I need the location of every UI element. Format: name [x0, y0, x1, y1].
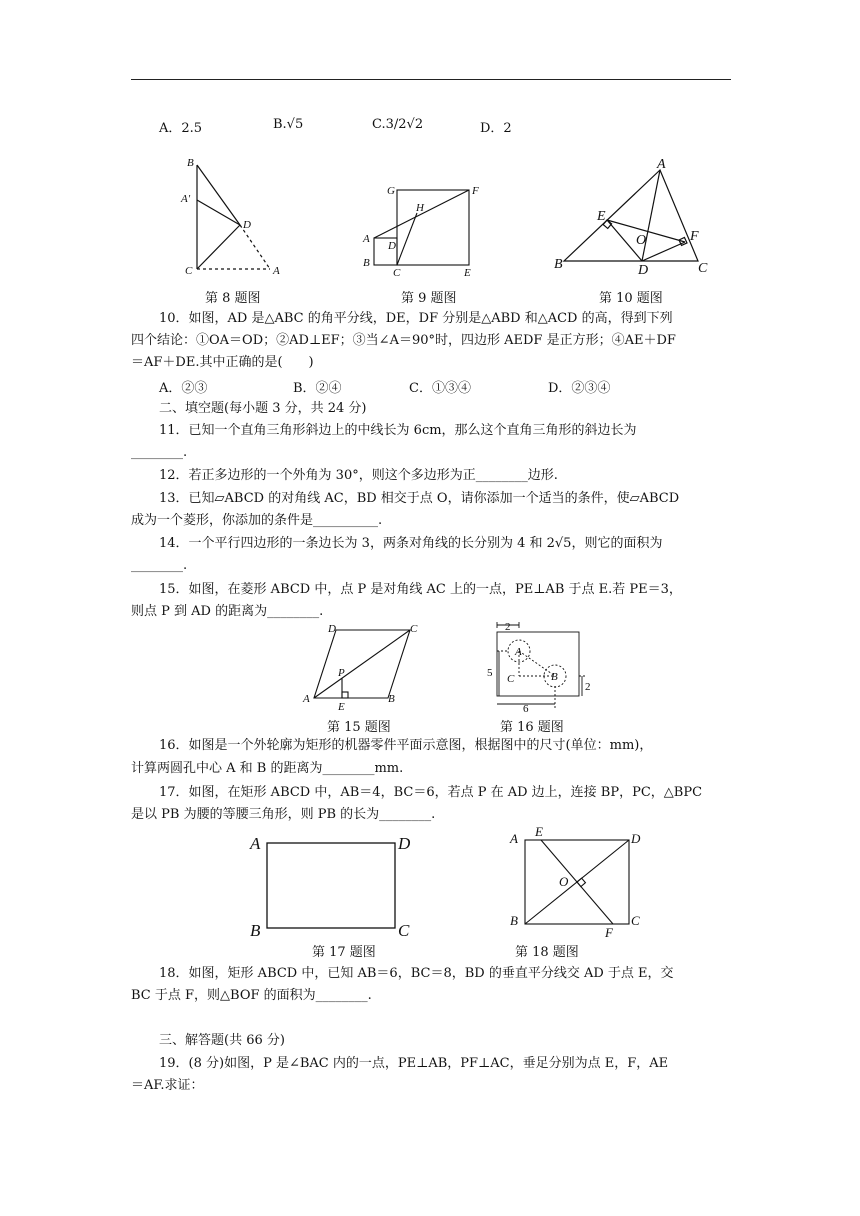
caption-fig10: 第 10 题图: [599, 291, 663, 306]
f15-label-e: E: [338, 701, 345, 713]
f16-dim-right: 2: [585, 681, 591, 693]
f18-label-c: C: [631, 913, 640, 928]
f18-label-e: E: [535, 824, 543, 839]
section-2-heading: 二、填空题(每小题 3 分，共 24 分): [159, 401, 367, 416]
f8-label-d: D: [243, 219, 251, 231]
f18-label-o: O: [559, 874, 569, 889]
q19-line-1: 19．(8 分)如图，P 是∠BAC 内的一点，PE⊥AB，PF⊥AC，垂足分别为点 E，F，AE: [159, 1056, 669, 1071]
figure-18: [505, 824, 645, 939]
q18-line-2: BC 于点 F，则△BOF 的面积为________.: [131, 988, 372, 1003]
q11-line-1: 11．已知一个直角三角形斜边上的中线长为 6cm，那么这个直角三角形的斜边长为: [159, 423, 637, 438]
f10-label-b: B: [554, 257, 563, 272]
q18-line-1: 18．如图，矩形 ABCD 中，已知 AB＝6，BC＝8，BD 的垂直平分线交 AD 于点 E，交: [159, 966, 674, 981]
q10-line-3: ＝AF＋DE.其中正确的是( ): [131, 355, 314, 370]
q11-line-2: ________.: [131, 445, 188, 460]
figure-16: [485, 620, 595, 715]
f8-label-a: A: [273, 265, 280, 277]
q19-line-2: ＝AF.求证：: [131, 1078, 204, 1093]
q13-line-1: 13．已知▱ABCD 的对角线 AC，BD 相交于点 O，请你添加一个适当的条件，使▱ABCD: [159, 491, 680, 506]
f15-label-b: B: [388, 693, 395, 705]
f16-dim-top: 2: [505, 621, 511, 633]
section-3-heading: 三、解答题(共 66 分): [159, 1033, 285, 1048]
q16-line-1: 16．如图是一个外轮廓为矩形的机器零件平面示意图，根据图中的尺寸(单位：mm)，: [159, 738, 653, 753]
caption-fig17: 第 17 题图: [312, 945, 376, 960]
f9-label-g: G: [387, 185, 395, 197]
q14-line-2: ________.: [131, 558, 188, 573]
f9-label-f: F: [472, 185, 479, 197]
f8-label-c: C: [185, 265, 193, 277]
f9-label-c: C: [393, 267, 401, 279]
f16-label-c: C: [507, 673, 515, 685]
f15-label-d: D: [328, 623, 336, 635]
figure-9: [360, 180, 485, 280]
f9-label-h: H: [416, 202, 424, 214]
f17-label-a: A: [250, 834, 261, 853]
q16-line-2: 计算两圆孔中心 A 和 B 的距离为________mm.: [131, 761, 404, 776]
q10-option-a: A．②③: [159, 381, 208, 396]
q10-option-d: D．②③④: [548, 381, 611, 396]
caption-fig8: 第 8 题图: [205, 291, 261, 306]
q9-option-d: D．2: [480, 121, 512, 136]
q15-line-1: 15．如图，在菱形 ABCD 中，点 P 是对角线 AC 上的一点，PE⊥AB 于点 E.若 PE＝3，: [159, 582, 682, 597]
f18-label-b: B: [510, 913, 518, 928]
f17-label-d: D: [398, 834, 411, 853]
f16-label-a: A: [515, 646, 522, 658]
f10-label-e: E: [597, 209, 606, 224]
f15-label-a: A: [303, 693, 310, 705]
f16-dim-left: 5: [487, 667, 493, 679]
f15-label-c: C: [410, 623, 418, 635]
f8-label-a-prime: A′: [181, 193, 191, 205]
f18-label-d: D: [631, 831, 641, 846]
q15-line-2: 则点 P 到 AD 的距离为________.: [131, 604, 324, 619]
f16-dim-bottom: 6: [523, 703, 529, 715]
caption-fig16: 第 16 题图: [500, 720, 564, 735]
q9-option-a: A．2.5: [159, 121, 203, 136]
f8-label-b: B: [187, 157, 194, 169]
q10-option-c: C．①③④: [409, 381, 471, 396]
figure-10: [552, 158, 717, 278]
f10-label-o: O: [636, 233, 647, 248]
q10-line-1: 10．如图，AD 是△ABC 的角平分线，DE，DF 分别是△ABD 和△ACD 的高，得到下列: [159, 311, 673, 326]
header-rule: [131, 79, 731, 80]
q10-line-2: 四个结论：①OA＝OD；②AD⊥EF；③当∠A＝90°时，四边形 AEDF 是正方形；④AE＋DF: [131, 333, 676, 348]
f9-label-b: B: [363, 257, 370, 269]
caption-fig9: 第 9 题图: [401, 291, 457, 306]
f10-label-a: A: [657, 157, 666, 172]
f10-label-d: D: [638, 263, 649, 278]
f10-label-f: F: [690, 229, 699, 244]
figure-15: [300, 622, 425, 713]
f18-label-a: A: [510, 831, 518, 846]
figure-17: [245, 830, 425, 940]
f18-label-f: F: [605, 925, 613, 940]
f9-label-e: E: [464, 267, 471, 279]
q13-line-2: 成为一个菱形，你添加的条件是__________.: [131, 513, 383, 528]
f9-label-d: D: [388, 240, 396, 252]
f10-label-c: C: [698, 261, 708, 276]
caption-fig15: 第 15 题图: [327, 720, 391, 735]
q9-option-c: C.3/2√2: [372, 117, 424, 132]
f16-label-b: B: [551, 671, 558, 683]
q12-line: 12．若正多边形的一个外角为 30°，则这个多边形为正________边形.: [159, 468, 558, 483]
caption-fig18: 第 18 题图: [515, 945, 579, 960]
f17-label-c: C: [398, 921, 410, 940]
f9-label-a: A: [363, 233, 370, 245]
f17-label-b: B: [250, 921, 261, 940]
q9-option-b: B.√5: [273, 117, 304, 132]
q17-line-1: 17．如图，在矩形 ABCD 中，AB＝4，BC＝6，若点 P 在 AD 边上，连接 BP，PC，△BPC: [159, 785, 703, 800]
f15-label-p: P: [338, 667, 345, 679]
q17-line-2: 是以 PB 为腰的等腰三角形，则 PB 的长为________.: [131, 807, 436, 822]
figure-8: [175, 155, 290, 280]
q10-option-b: B．②④: [293, 381, 342, 396]
q14-line-1: 14．一个平行四边形的一条边长为 3，两条对角线的长分别为 4 和 2√5，则它的面积为: [159, 536, 663, 551]
